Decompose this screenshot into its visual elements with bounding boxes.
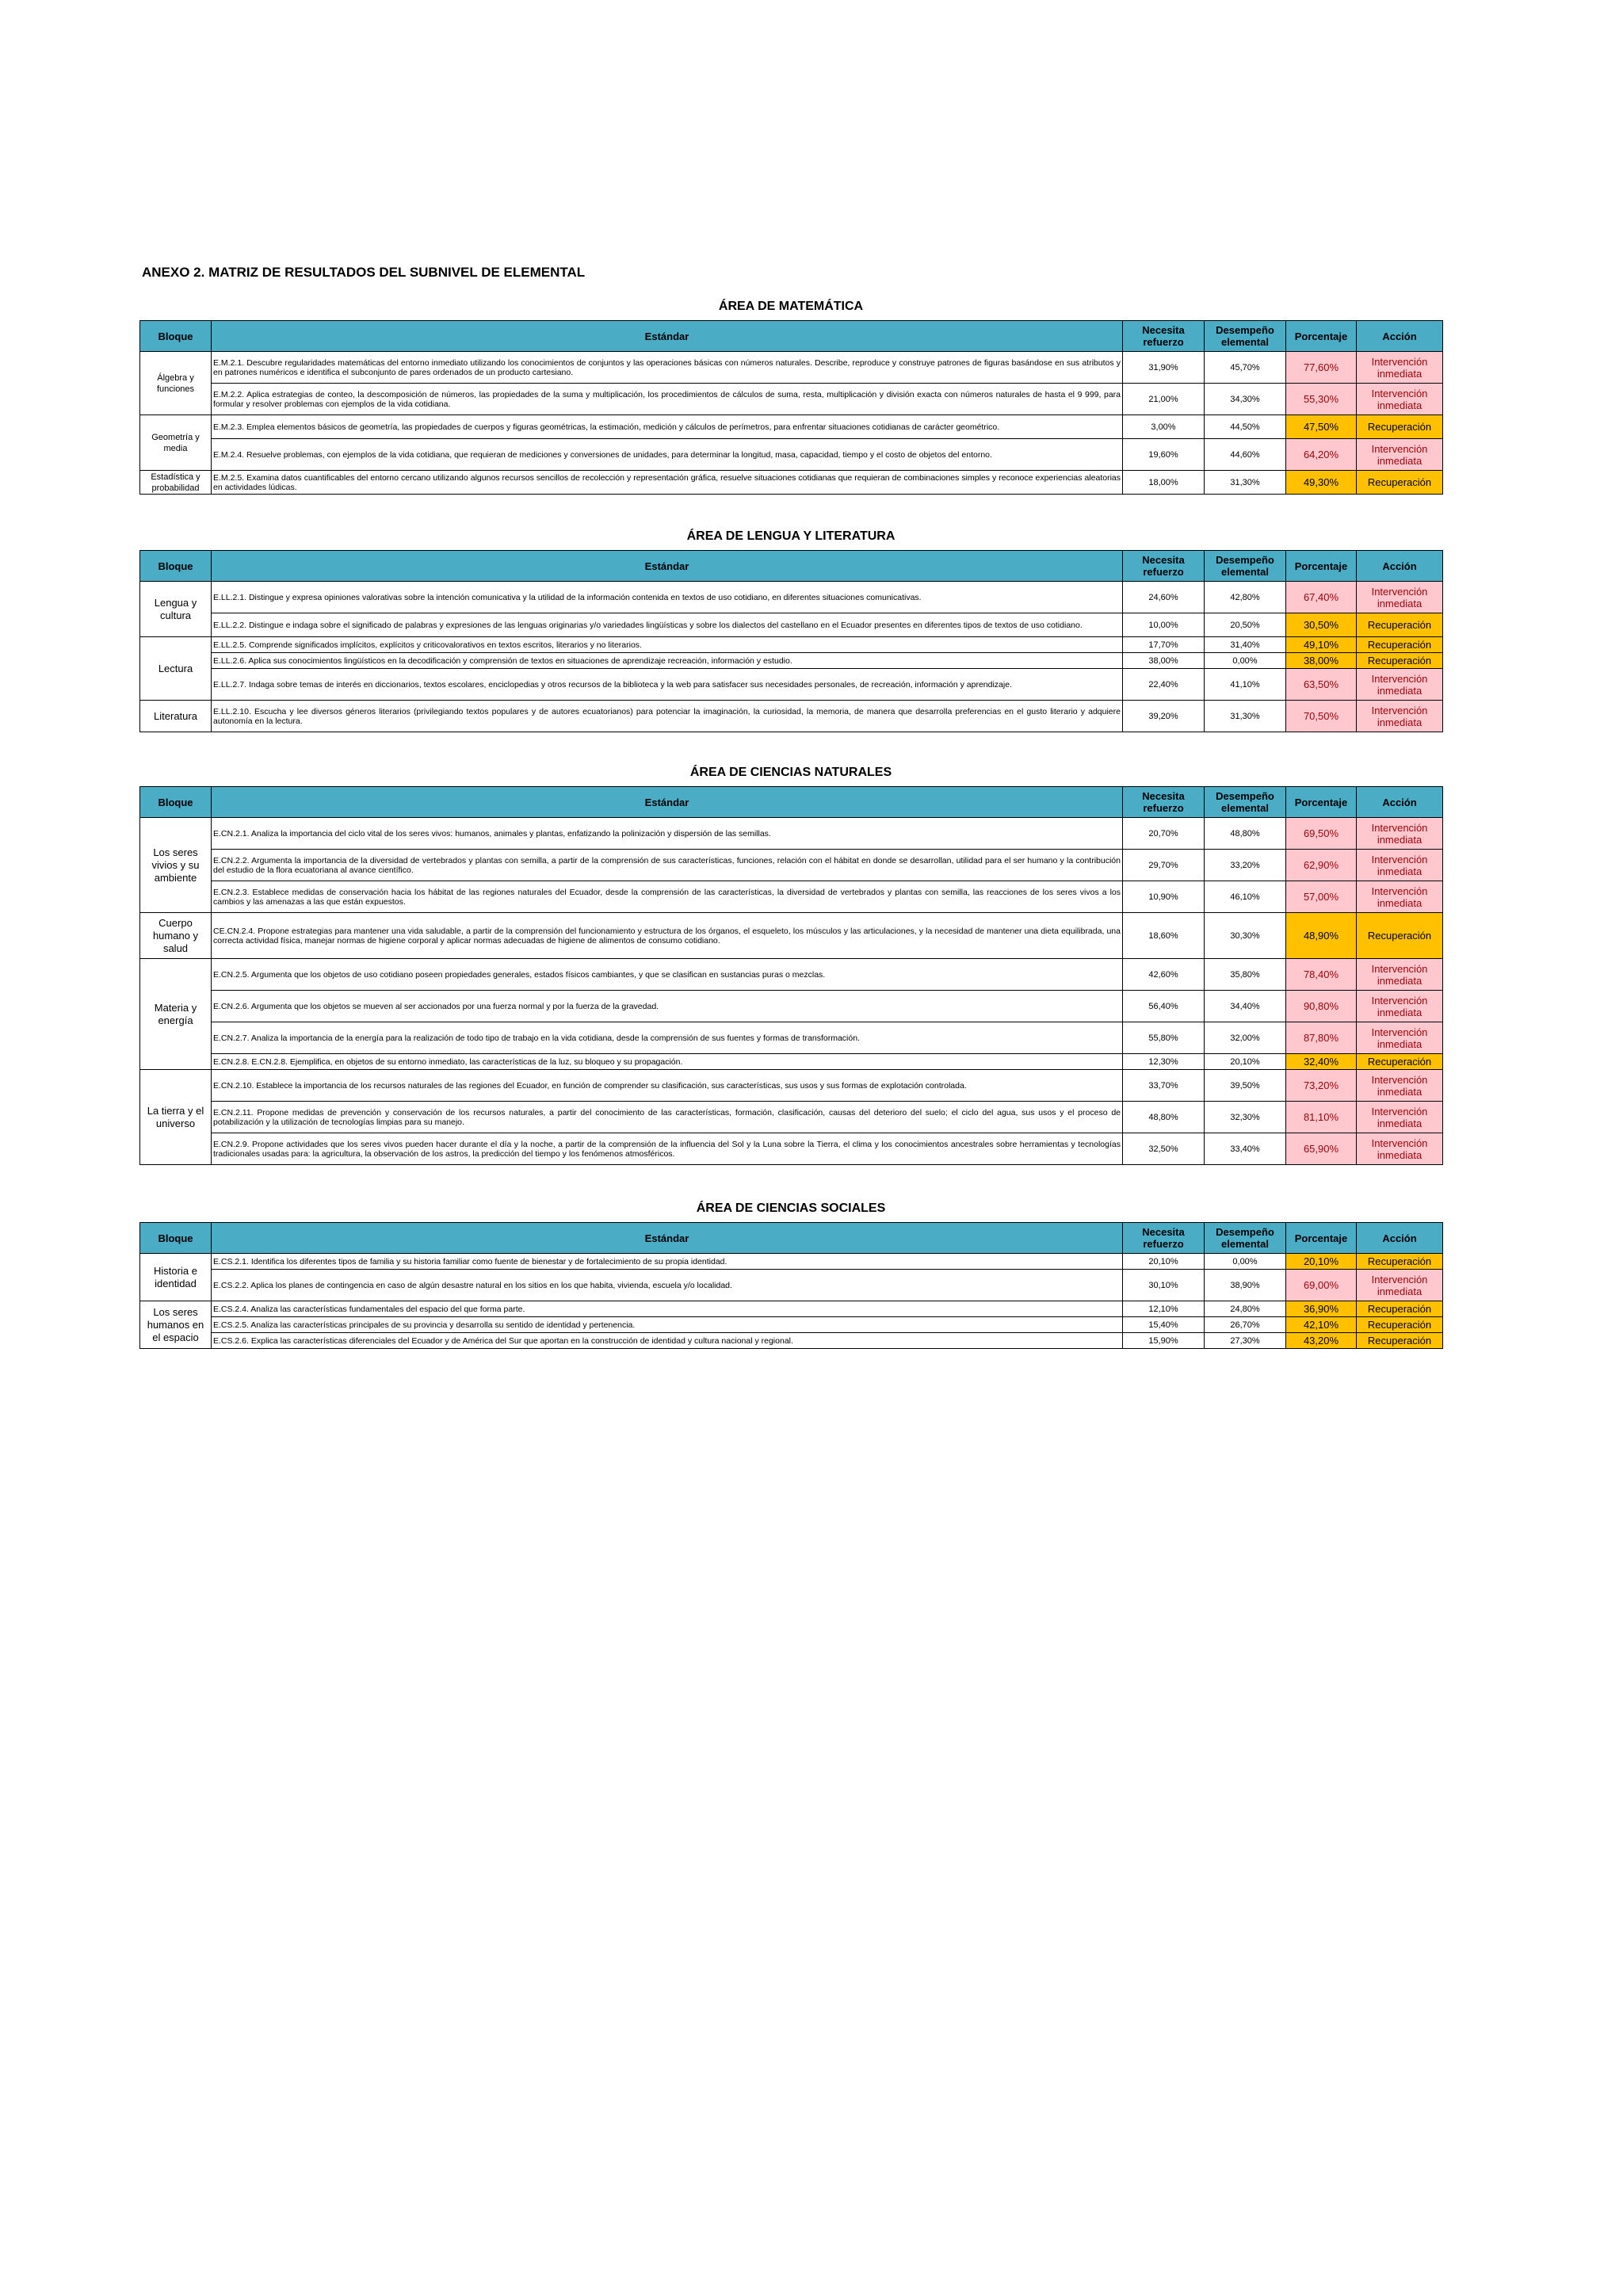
estandar-cell: E.CN.2.9. Propone actividades que los seres vivos pueden hacer durante el día y la noche, a partir de la comprensión de la influencia del Sol y la Luna sobre la Tierra, el clima y los conocimientos ancestrales sobre herramientas y tecnologías tradicionales usadas para: la agricultura, la observación de los astros, la predicción del tiempo y los fenómenos atmosféricos. — [212, 1133, 1123, 1165]
accion-cell: Intervención inmediata — [1357, 881, 1443, 913]
header-porcentaje: Porcentaje — [1286, 1223, 1357, 1254]
header-porcentaje: Porcentaje — [1286, 787, 1357, 818]
accion-cell: Recuperación — [1357, 913, 1443, 959]
desempeno-elemental-cell: 35,80% — [1205, 959, 1286, 991]
necesita-refuerzo-cell: 12,30% — [1123, 1054, 1205, 1070]
bloque-cell: Materia y energía — [140, 959, 212, 1070]
estandar-cell: E.CS.2.4. Analiza las características fundamentales del espacio del que forma parte. — [212, 1301, 1123, 1317]
desempeno-elemental-cell: 48,80% — [1205, 818, 1286, 850]
estandar-cell: E.CN.2.3. Establece medidas de conservación hacia los hábitat de las regiones naturales del Ecuador, desde la comprensión de las características, la diversidad de vertebrados y plantas con semilla, las reacciones de los seres vivos a los cambios y las amenazas a las que están expuestos. — [212, 881, 1123, 913]
desempeno-elemental-cell: 20,10% — [1205, 1054, 1286, 1070]
header-estandar: Estándar — [212, 551, 1123, 582]
necesita-refuerzo-cell: 29,70% — [1123, 850, 1205, 881]
table-row — [140, 701, 1443, 732]
desempeno-elemental-cell: 24,80% — [1205, 1301, 1286, 1317]
accion-cell: Recuperación — [1357, 471, 1443, 495]
desempeno-elemental-cell: 27,30% — [1205, 1333, 1286, 1349]
accion-cell: Intervención inmediata — [1357, 439, 1443, 471]
accion-cell: Intervención inmediata — [1357, 850, 1443, 881]
desempeno-elemental-cell: 45,70% — [1205, 352, 1286, 384]
header-bloque: Bloque — [140, 787, 212, 818]
header-desempeno-elemental: Desempeño elemental — [1205, 787, 1286, 818]
accion-cell: Intervención inmediata — [1357, 352, 1443, 384]
bloque-cell: Historia e identidad — [140, 1254, 212, 1301]
desempeno-elemental-cell: 44,60% — [1205, 439, 1286, 471]
accion-cell: Recuperación — [1357, 415, 1443, 439]
desempeno-elemental-cell: 42,80% — [1205, 582, 1286, 613]
accion-cell: Intervención inmediata — [1357, 582, 1443, 613]
porcentaje-cell: 43,20% — [1286, 1333, 1357, 1349]
header-estandar: Estándar — [212, 321, 1123, 352]
header-desempeno-elemental: Desempeño elemental — [1205, 321, 1286, 352]
estandar-cell: E.LL.2.6. Aplica sus conocimientos lingüísticos en la decodificación y comprensión de textos en situaciones de aprendizaje recreación, información y estudio. — [212, 653, 1123, 669]
estandar-cell: E.M.2.2. Aplica estrategias de conteo, la descomposición de números, las propiedades de la suma y multiplicación, los procedimientos de cálculos de suma, resta, multiplicación y división exacta con números naturales de hasta el 9 999, para formular y resolver problemas con ejemplos de la vida cotidiana. — [212, 384, 1123, 415]
necesita-refuerzo-cell: 21,00% — [1123, 384, 1205, 415]
bloque-cell: Estadística y probabilidad — [140, 471, 212, 495]
accion-cell: Intervención inmediata — [1357, 818, 1443, 850]
estandar-cell: E.CN.2.2. Argumenta la importancia de la diversidad de vertebrados y plantas con semilla, a partir de la comprensión de sus características, funciones, relación con el hábitat en donde se desarrollan, utilidad para el ser humano y la contribución del estudio de la flora ecuatoriana al avance científico. — [212, 850, 1123, 881]
accion-cell: Intervención inmediata — [1357, 669, 1443, 701]
bloque-cell: Geometría y media — [140, 415, 212, 471]
estandar-cell: E.LL.2.7. Indaga sobre temas de interés en diccionarios, textos escolares, enciclopedias y otros recursos de la biblioteca y la web para satisfacer sus necesidades personales, de recreación, información y aprendizaje. — [212, 669, 1123, 701]
table-row — [140, 959, 1443, 991]
table-row — [140, 1317, 1443, 1333]
estandar-cell: E.LL.2.5. Comprende significados implícitos, explícitos y criticovalorativos en textos escritos, literarios y no literarios. — [212, 637, 1123, 653]
header-necesita-refuerzo: Necesita refuerzo — [1123, 551, 1205, 582]
estandar-cell: E.CS.2.5. Analiza las características principales de su provincia y desarrolla su sentido de identidad y pertenencia. — [212, 1317, 1123, 1333]
accion-cell: Intervención inmediata — [1357, 1133, 1443, 1165]
desempeno-elemental-cell: 32,30% — [1205, 1102, 1286, 1133]
porcentaje-cell: 48,90% — [1286, 913, 1357, 959]
area-title: ÁREA DE CIENCIAS SOCIALES — [696, 1201, 886, 1215]
header-estandar: Estándar — [212, 1223, 1123, 1254]
desempeno-elemental-cell: 33,20% — [1205, 850, 1286, 881]
estandar-cell: E.CN.2.11. Propone medidas de prevención y conservación de los recursos naturales, a partir del conocimiento de las características, formación, clasificación, causas del deterioro del suelo; el ciclo del agua, sus usos y el proceso de potabilización y la utilización de tecnologías limpias para su manejo. — [212, 1102, 1123, 1133]
necesita-refuerzo-cell: 12,10% — [1123, 1301, 1205, 1317]
header-estandar: Estándar — [212, 787, 1123, 818]
table-row — [140, 1054, 1443, 1070]
header-desempeno-elemental: Desempeño elemental — [1205, 1223, 1286, 1254]
desempeno-elemental-cell: 39,50% — [1205, 1070, 1286, 1102]
necesita-refuerzo-cell: 30,10% — [1123, 1270, 1205, 1301]
accion-cell: Recuperación — [1357, 637, 1443, 653]
necesita-refuerzo-cell: 19,60% — [1123, 439, 1205, 471]
table-row — [140, 637, 1443, 653]
accion-cell: Intervención inmediata — [1357, 1102, 1443, 1133]
porcentaje-cell: 65,90% — [1286, 1133, 1357, 1165]
porcentaje-cell: 42,10% — [1286, 1317, 1357, 1333]
necesita-refuerzo-cell: 31,90% — [1123, 352, 1205, 384]
table-row — [140, 439, 1443, 471]
porcentaje-cell: 90,80% — [1286, 991, 1357, 1022]
estandar-cell: E.CN.2.10. Establece la importancia de los recursos naturales de las regiones del Ecuador, en función de comprender su clasificación, sus características, sus usos y sus formas de explotación controlada. — [212, 1070, 1123, 1102]
header-bloque: Bloque — [140, 321, 212, 352]
estandar-cell: E.LL.2.2. Distingue e indaga sobre el significado de palabras y expresiones de las lenguas originarias y/o variedades lingüísticas y sobre los dialectos del castellano en el Ecuador presentes en diferentes tipos de textos de uso cotidiano. — [212, 613, 1123, 637]
estandar-cell: E.M.2.1. Descubre regularidades matemáticas del entorno inmediato utilizando los conocimientos de conjuntos y las operaciones básicas con números naturales. Describe, reproduce y construye patrones de figuras basándose en sus atributos y en patrones numéricos e identifica el subconjunto de pares ordenados de un producto cartesiano. — [212, 352, 1123, 384]
desempeno-elemental-cell: 44,50% — [1205, 415, 1286, 439]
bloque-cell: Lectura — [140, 637, 212, 701]
porcentaje-cell: 32,40% — [1286, 1054, 1357, 1070]
porcentaje-cell: 63,50% — [1286, 669, 1357, 701]
necesita-refuerzo-cell: 55,80% — [1123, 1022, 1205, 1054]
estandar-cell: E.CS.2.6. Explica las características diferenciales del Ecuador y de América del Sur que aportan en la construcción de identidad y cultura nacional y regional. — [212, 1333, 1123, 1349]
necesita-refuerzo-cell: 22,40% — [1123, 669, 1205, 701]
desempeno-elemental-cell: 34,30% — [1205, 384, 1286, 415]
necesita-refuerzo-cell: 56,40% — [1123, 991, 1205, 1022]
header-accion: Acción — [1357, 551, 1443, 582]
table-row — [140, 1022, 1443, 1054]
desempeno-elemental-cell: 34,40% — [1205, 991, 1286, 1022]
table-row — [140, 1070, 1443, 1102]
results-table — [139, 550, 1443, 732]
accion-cell: Intervención inmediata — [1357, 1070, 1443, 1102]
necesita-refuerzo-cell: 38,00% — [1123, 653, 1205, 669]
porcentaje-cell: 69,50% — [1286, 818, 1357, 850]
accion-cell: Recuperación — [1357, 653, 1443, 669]
porcentaje-cell: 81,10% — [1286, 1102, 1357, 1133]
porcentaje-cell: 67,40% — [1286, 582, 1357, 613]
estandar-cell: E.CN.2.1. Analiza la importancia del ciclo vital de los seres vivos: humanos, animales y plantas, enfatizando la polinización y dispersión de las semillas. — [212, 818, 1123, 850]
desempeno-elemental-cell: 32,00% — [1205, 1022, 1286, 1054]
porcentaje-cell: 77,60% — [1286, 352, 1357, 384]
accion-cell: Intervención inmediata — [1357, 991, 1443, 1022]
desempeno-elemental-cell: 41,10% — [1205, 669, 1286, 701]
porcentaje-cell: 73,20% — [1286, 1070, 1357, 1102]
estandar-cell: E.CN.2.6. Argumenta que los objetos se mueven al ser accionados por una fuerza normal y por la fuerza de la gravedad. — [212, 991, 1123, 1022]
desempeno-elemental-cell: 30,30% — [1205, 913, 1286, 959]
necesita-refuerzo-cell: 48,80% — [1123, 1102, 1205, 1133]
porcentaje-cell: 38,00% — [1286, 653, 1357, 669]
porcentaje-cell: 49,30% — [1286, 471, 1357, 495]
table-row — [140, 613, 1443, 637]
estandar-cell: E.CN.2.7. Analiza la importancia de la energía para la realización de todo tipo de trabajo en la vida cotidiana, desde la comprensión de sus fuentes y formas de transformación. — [212, 1022, 1123, 1054]
bloque-cell: La tierra y el universo — [140, 1070, 212, 1165]
accion-cell: Recuperación — [1357, 613, 1443, 637]
porcentaje-cell: 78,40% — [1286, 959, 1357, 991]
necesita-refuerzo-cell: 24,60% — [1123, 582, 1205, 613]
desempeno-elemental-cell: 0,00% — [1205, 653, 1286, 669]
table-row — [140, 582, 1443, 613]
area-title: ÁREA DE CIENCIAS NATURALES — [689, 766, 892, 779]
necesita-refuerzo-cell: 15,90% — [1123, 1333, 1205, 1349]
table-row — [140, 1133, 1443, 1165]
estandar-cell: E.LL.2.10. Escucha y lee diversos géneros literarios (privilegiando textos populares y de autores ecuatorianos) para potenciar la imaginación, la curiosidad, la memoria, de manera que desarrolla preferencias en el gusto literario y adquiere autonomía en la lectura. — [212, 701, 1123, 732]
header-accion: Acción — [1357, 321, 1443, 352]
results-table — [139, 320, 1443, 495]
bloque-cell: Cuerpo humano y salud — [140, 913, 212, 959]
desempeno-elemental-cell: 31,30% — [1205, 471, 1286, 495]
porcentaje-cell: 64,20% — [1286, 439, 1357, 471]
accion-cell: Recuperación — [1357, 1054, 1443, 1070]
necesita-refuerzo-cell: 10,00% — [1123, 613, 1205, 637]
header-necesita-refuerzo: Necesita refuerzo — [1123, 787, 1205, 818]
bloque-cell: Literatura — [140, 701, 212, 732]
necesita-refuerzo-cell: 18,00% — [1123, 471, 1205, 495]
header-necesita-refuerzo: Necesita refuerzo — [1123, 321, 1205, 352]
document-title: ANEXO 2. MATRIZ DE RESULTADOS DEL SUBNIVEL DE ELEMENTAL — [142, 265, 586, 280]
accion-cell: Intervención inmediata — [1357, 1270, 1443, 1301]
table-row — [140, 352, 1443, 384]
porcentaje-cell: 70,50% — [1286, 701, 1357, 732]
estandar-cell: E.CN.2.5. Argumenta que los objetos de uso cotidiano poseen propiedades generales, estados físicos cambiantes, y que se clasifican en sustancias puras o mezclas. — [212, 959, 1123, 991]
table-row — [140, 881, 1443, 913]
accion-cell: Recuperación — [1357, 1301, 1443, 1317]
area-title: ÁREA DE LENGUA Y LITERATURA — [686, 529, 896, 543]
estandar-cell: CE.CN.2.4. Propone estrategias para mantener una vida saludable, a partir de la comprensión del funcionamiento y estructura de los órganos, el esqueleto, los músculos y las articulaciones, y la necesidad de mantener una dieta equilibrada, una correcta actividad física, manejar normas de higiene corporal y aplicar normas adecuadas de higiene de alimentos de consumo cotidiano. — [212, 913, 1123, 959]
bloque-cell: Los seres vivios y su ambiente — [140, 818, 212, 913]
results-table — [139, 1222, 1443, 1349]
desempeno-elemental-cell: 38,90% — [1205, 1270, 1286, 1301]
header-porcentaje: Porcentaje — [1286, 321, 1357, 352]
necesita-refuerzo-cell: 20,10% — [1123, 1254, 1205, 1270]
accion-cell: Recuperación — [1357, 1333, 1443, 1349]
bloque-cell: Álgebra y funciones — [140, 352, 212, 415]
header-porcentaje: Porcentaje — [1286, 551, 1357, 582]
desempeno-elemental-cell: 46,10% — [1205, 881, 1286, 913]
desempeno-elemental-cell: 20,50% — [1205, 613, 1286, 637]
estandar-cell: E.CN.2.8. E.CN.2.8. Ejemplifica, en objetos de su entorno inmediato, las características de la luz, su bloqueo y su propagación. — [212, 1054, 1123, 1070]
necesita-refuerzo-cell: 32,50% — [1123, 1133, 1205, 1165]
porcentaje-cell: 20,10% — [1286, 1254, 1357, 1270]
area-title: ÁREA DE MATEMÁTICA — [718, 300, 864, 313]
accion-cell: Intervención inmediata — [1357, 701, 1443, 732]
porcentaje-cell: 62,90% — [1286, 850, 1357, 881]
accion-cell: Intervención inmediata — [1357, 959, 1443, 991]
header-necesita-refuerzo: Necesita refuerzo — [1123, 1223, 1205, 1254]
table-row — [140, 669, 1443, 701]
necesita-refuerzo-cell: 17,70% — [1123, 637, 1205, 653]
desempeno-elemental-cell: 33,40% — [1205, 1133, 1286, 1165]
necesita-refuerzo-cell: 20,70% — [1123, 818, 1205, 850]
table-row — [140, 1254, 1443, 1270]
accion-cell: Recuperación — [1357, 1254, 1443, 1270]
necesita-refuerzo-cell: 39,20% — [1123, 701, 1205, 732]
table-row — [140, 818, 1443, 850]
table-row — [140, 1301, 1443, 1317]
estandar-cell: E.CS.2.2. Aplica los planes de contingencia en caso de algún desastre natural en los sitios en los que habita, vivienda, escuela y/o localidad. — [212, 1270, 1123, 1301]
table-row — [140, 1333, 1443, 1349]
porcentaje-cell: 87,80% — [1286, 1022, 1357, 1054]
porcentaje-cell: 55,30% — [1286, 384, 1357, 415]
desempeno-elemental-cell: 0,00% — [1205, 1254, 1286, 1270]
estandar-cell: E.CS.2.1. Identifica los diferentes tipos de familia y su historia familiar como fuente de bienestar y de fortalecimiento de su propia identidad. — [212, 1254, 1123, 1270]
header-desempeno-elemental: Desempeño elemental — [1205, 551, 1286, 582]
estandar-cell: E.LL.2.1. Distingue y expresa opiniones valorativas sobre la intención comunicativa y la utilidad de la información contenida en textos de uso cotidiano, en diferentes situaciones comunicativas. — [212, 582, 1123, 613]
desempeno-elemental-cell: 31,30% — [1205, 701, 1286, 732]
porcentaje-cell: 36,90% — [1286, 1301, 1357, 1317]
estandar-cell: E.M.2.5. Examina datos cuantificables del entorno cercano utilizando algunos recursos sencillos de recolección y representación gráfica, resuelve situaciones cotidianas que requieran de combinaciones simples y reconoce experiencias aleatorias en actividades lúdicas. — [212, 471, 1123, 495]
accion-cell: Intervención inmediata — [1357, 1022, 1443, 1054]
bloque-cell: Lengua y cultura — [140, 582, 212, 637]
necesita-refuerzo-cell: 18,60% — [1123, 913, 1205, 959]
accion-cell: Intervención inmediata — [1357, 384, 1443, 415]
porcentaje-cell: 57,00% — [1286, 881, 1357, 913]
necesita-refuerzo-cell: 10,90% — [1123, 881, 1205, 913]
necesita-refuerzo-cell: 15,40% — [1123, 1317, 1205, 1333]
necesita-refuerzo-cell: 3,00% — [1123, 415, 1205, 439]
desempeno-elemental-cell: 31,40% — [1205, 637, 1286, 653]
table-row — [140, 850, 1443, 881]
table-row — [140, 991, 1443, 1022]
porcentaje-cell: 49,10% — [1286, 637, 1357, 653]
bloque-cell: Los seres humanos en el espacio — [140, 1301, 212, 1349]
porcentaje-cell: 30,50% — [1286, 613, 1357, 637]
table-row — [140, 913, 1443, 959]
header-bloque: Bloque — [140, 1223, 212, 1254]
header-accion: Acción — [1357, 787, 1443, 818]
porcentaje-cell: 69,00% — [1286, 1270, 1357, 1301]
header-accion: Acción — [1357, 1223, 1443, 1254]
table-row — [140, 653, 1443, 669]
header-bloque: Bloque — [140, 551, 212, 582]
table-row — [140, 1270, 1443, 1301]
table-row — [140, 384, 1443, 415]
necesita-refuerzo-cell: 33,70% — [1123, 1070, 1205, 1102]
table-row — [140, 1102, 1443, 1133]
accion-cell: Recuperación — [1357, 1317, 1443, 1333]
table-row — [140, 415, 1443, 439]
table-row — [140, 471, 1443, 495]
estandar-cell: E.M.2.4. Resuelve problemas, con ejemplos de la vida cotidiana, que requieran de mediciones y conversiones de unidades, para determinar la longitud, masa, capacidad, tiempo y el costo de objetos del entorno. — [212, 439, 1123, 471]
estandar-cell: E.M.2.3. Emplea elementos básicos de geometría, las propiedades de cuerpos y figuras geométricas, la estimación, medición y cálculos de perímetros, para enfrentar situaciones cotidianas de carácter geométrico. — [212, 415, 1123, 439]
desempeno-elemental-cell: 26,70% — [1205, 1317, 1286, 1333]
necesita-refuerzo-cell: 42,60% — [1123, 959, 1205, 991]
results-table — [139, 786, 1443, 1165]
porcentaje-cell: 47,50% — [1286, 415, 1357, 439]
